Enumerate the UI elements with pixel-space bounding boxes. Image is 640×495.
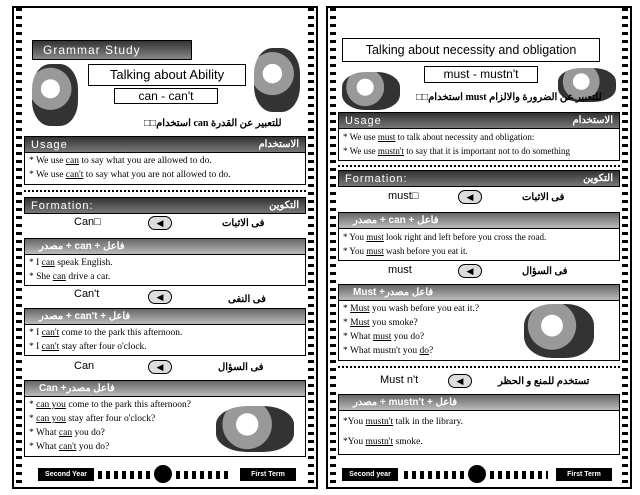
example-line: *You mustn't smoke. <box>343 437 423 447</box>
usage-box <box>338 129 620 161</box>
question-arabic: فى السؤال <box>522 266 568 277</box>
example-line: * You must wash before you eat it. <box>343 246 468 256</box>
example-line: * Must you smoke? <box>343 318 418 328</box>
page-subtitle: can - can't <box>114 88 218 104</box>
formation-label: Formation: <box>31 199 94 212</box>
dotted-divider <box>338 366 620 370</box>
usage-arabic: الاستخدام <box>572 115 613 126</box>
negative-word: Can't <box>74 288 100 300</box>
footer-year: Second year <box>342 468 398 481</box>
affirmative-formula: مصدر + can + فاعل <box>24 238 306 255</box>
affirmative-word: Can□ <box>74 216 101 228</box>
left-frame-deco <box>330 8 336 487</box>
footer-deco <box>404 471 464 479</box>
negative-formula: مصدر + can't + فاعل <box>24 308 306 325</box>
page-subtitle: must - mustn't <box>424 66 538 83</box>
prohibition-formula: مصدر + mustn't + فاعل <box>338 394 620 411</box>
usage-arabic: الاستخدام <box>258 139 299 150</box>
example-line: * I can't come to the park this afternoon. <box>29 328 183 338</box>
affirmative-box <box>338 229 620 261</box>
example-line: * She can drive a car. <box>29 272 111 282</box>
affirmative-arabic: فى الاثبات <box>222 218 265 229</box>
example-line: *You mustn't talk in the library. <box>343 417 463 427</box>
usage-line: * We use can't to say what you are not allowed to do. <box>29 170 231 180</box>
usage-line: * We use must to talk about necessity and obligation: <box>343 132 535 142</box>
dotted-divider <box>338 165 620 169</box>
arabic-intro: □□استخدام must للتعبير عن الضرورة والالزام <box>416 92 602 103</box>
formation-bar <box>24 197 306 214</box>
question-formula: Must +فاعل مصدر <box>338 284 620 301</box>
example-line: * What can you do? <box>29 428 105 438</box>
usage-bar <box>24 136 306 153</box>
dotted-divider <box>24 190 306 194</box>
formation-arabic: التكوين <box>583 173 613 184</box>
example-line: * What can't you do? <box>29 442 110 452</box>
arrow-icon: ◀ <box>148 360 172 374</box>
prohibition-box <box>338 411 620 455</box>
negative-arabic: فى النفى <box>228 294 266 305</box>
hen-chicks-picture <box>216 406 294 452</box>
footer-oval <box>154 465 172 483</box>
arrow-icon: ◀ <box>448 374 472 388</box>
page-title: Talking about necessity and obligation <box>342 38 600 62</box>
arrow-icon: ◀ <box>148 216 172 230</box>
cartoon-character-left <box>32 64 78 126</box>
dog-picture <box>524 304 594 358</box>
footer-deco <box>490 471 548 479</box>
example-line: * What mustn't you do? <box>343 346 434 356</box>
question-formula: Can +فاعل مصدر <box>24 380 306 397</box>
example-line: * I can speak English. <box>29 258 113 268</box>
right-frame-deco <box>622 8 628 487</box>
affirmative-word: must□ <box>388 190 419 202</box>
example-line: * I can't stay after four o'clock. <box>29 342 147 352</box>
question-word: Can <box>74 360 95 372</box>
right-page <box>326 6 632 489</box>
footer-deco <box>98 471 150 479</box>
affirmative-box <box>24 255 306 286</box>
right-frame-deco <box>308 8 314 487</box>
usage-line: * We use mustn't to say that it is important not to do something <box>343 146 570 156</box>
arrow-icon: ◀ <box>458 264 482 278</box>
affirmative-formula: مصدر + can + فاعل <box>338 212 620 229</box>
footer-term: First Term <box>240 468 296 481</box>
negative-box <box>24 325 306 356</box>
page-header: Grammar Study <box>32 40 192 60</box>
footer-oval <box>468 465 486 483</box>
page-title: Talking about Ability <box>88 64 246 86</box>
usage-line: * We use can to say what you are allowed to do. <box>29 156 212 166</box>
formation-arabic: التكوين <box>269 200 299 211</box>
affirmative-arabic: فى الاثبات <box>522 192 565 203</box>
left-page <box>12 6 318 489</box>
example-line: * can you stay after four o'clock? <box>29 414 156 424</box>
question-arabic: فى السؤال <box>218 362 264 373</box>
usage-label: Usage <box>31 138 68 151</box>
prohibition-arabic: تستخدم للمنع و الحظر <box>498 376 590 387</box>
formation-label: Formation: <box>345 172 408 185</box>
usage-box <box>24 153 306 185</box>
usage-label: Usage <box>345 114 382 127</box>
prohibition-word: Must n't <box>380 374 419 386</box>
left-frame-deco <box>16 8 22 487</box>
rooster-left-picture <box>342 72 400 110</box>
formation-bar <box>338 170 620 187</box>
question-word: must <box>388 264 412 276</box>
arrow-icon: ◀ <box>458 190 482 204</box>
example-line: * Must you wash before you eat it.? <box>343 304 480 314</box>
example-line: * You must look right and left before you cross the road. <box>343 232 547 242</box>
footer-deco <box>176 471 232 479</box>
example-line: * What must you do? <box>343 332 425 342</box>
arrow-icon: ◀ <box>148 290 172 304</box>
footer-year: Second Year <box>38 468 94 481</box>
cartoon-character-right <box>254 48 300 112</box>
footer-term: First Term <box>556 468 612 481</box>
usage-bar <box>338 112 620 129</box>
example-line: * can you come to the park this afternoon? <box>29 400 191 410</box>
arabic-intro: □□استخدام can للتعبير عن القدرة <box>144 118 282 129</box>
